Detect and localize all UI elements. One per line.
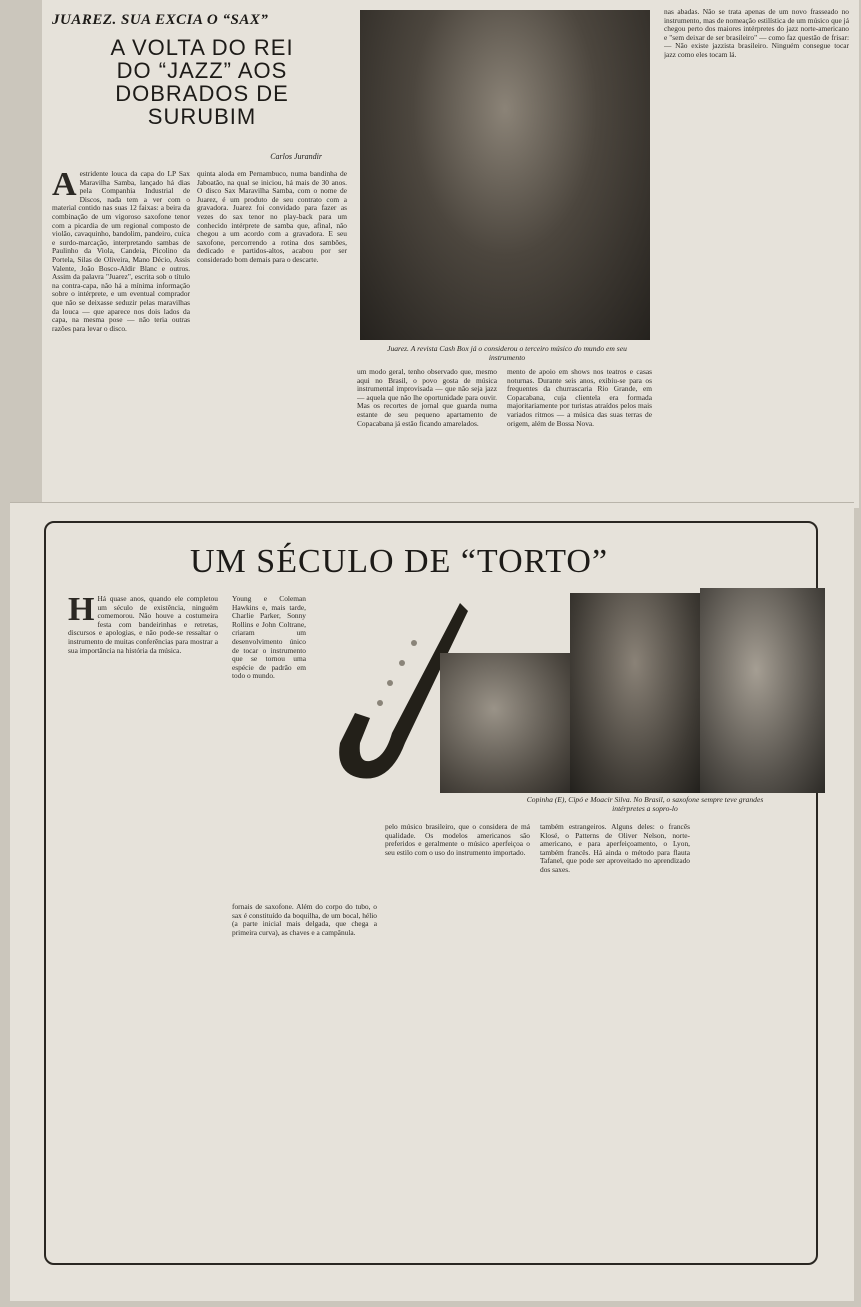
article-column-4: pelo músico brasileiro, que o considera de má qualidade. Os modelos americanos são preferidos e geralmente o músico aperfeiçoa o seu estilo com o uso do instrumento importado. bbox=[385, 823, 530, 857]
article-column-5: também estrangeiros. Alguns deles: o francês Klosé, o Patterns de Oliver Nelson, norte-americano, e para aperfeiçoamento, o Lyon, também francês. Há ainda o método para flauta Tafanel, que pode ser aproveitado no aprendizado dos saxes. bbox=[540, 823, 690, 874]
article-column-3: um modo geral, tenho observado que, mesmo aqui no Brasil, o povo gosta de música instrumental improvisada — que não seja jazz — aquela que não lhe oportunidade para ouvir. Mas os recortes de jornal que guarda numa estante de seu pequeno apartamento de Copacabana já estão ficando amarelados. bbox=[357, 368, 497, 428]
juarez-photo bbox=[360, 10, 650, 340]
article-headline: A VOLTA DO REI DO “JAZZ” AOS DOBRADOS DE SURUBIM bbox=[110, 35, 294, 129]
article-title: UM SÉCULO DE “TORTO” bbox=[190, 543, 609, 580]
drop-cap: A bbox=[52, 170, 77, 203]
article-column-2: Young e Coleman Hawkins e, mais tarde, Charlie Parker, Sonny Rollins e John Coltrane, criaram um desenvolvimento único de tocar o instrumento que se tornou uma espécie de padrão em todo o mundo. bbox=[232, 595, 306, 681]
article-column-1: H Há quase anos, quando ele completou um século de existência, ninguém comemorou. Não houve a costumeira festa com bandeirinhas e retretas, discursos e apologias, e não pode-se ressaltar o instrumento de muitas conferências para mostrar a sua importância na história da música. bbox=[68, 595, 218, 655]
photo-caption: Copinha (E), Cipó e Moacir Silva. No Brasil, o saxofone sempre teve grandes intérpretes a sopro-lo bbox=[526, 795, 764, 813]
cipo-photo bbox=[570, 593, 700, 793]
byline: Carlos Jurandir bbox=[270, 152, 322, 161]
bottom-article bbox=[10, 502, 854, 1301]
drop-cap: H bbox=[68, 595, 95, 628]
copinha-photo bbox=[440, 653, 575, 793]
article-column-3: fornais de saxofone. Além do corpo do tubo, o sax é constituído da boquilha, de um bocal, hélio (a parte inicial mais delgada, que chega a primeira curva), as chaves e a campânula. bbox=[232, 903, 377, 937]
top-article bbox=[42, 0, 859, 508]
article-column-1: Aestridente louca da capa do LP Sax Maravilha Samba, lançado há dias pela Companhia Industrial de Discos, nada tem a ver com o material contido nas suas 12 faixas: a beira da combinação de um vigoroso saxofone tenor com a picardia de um regional composto de violão, cavaquinho, bandolim, pandeiro, cuíca e surdo-marcação, interpretando sambas de Paulinho da Viola, Candeia, Picolino da Portela, Silas de Oliveira, Mano Décio, Assis Valente, João Bosco-Aldir Blanc e outros. Assim da palavra "Juarez", escrita sob o título na contra-capa, não há a mínima informação sobre o intérprete, e um eventual comprador que não se deixasse seduzir pelas maravilhas da louca — que aparece nos dois lados da capa, na mesma pose — não teria outras razões para levar o disco. bbox=[52, 170, 190, 333]
moacir-silva-photo bbox=[700, 588, 825, 793]
photo-caption: Juarez. A revista Cash Box já o considerou o terceiro músico do mundo em seu instrumento bbox=[387, 344, 627, 362]
article-kicker: JUAREZ. SUA EXCIA O “SAX” bbox=[52, 12, 269, 28]
article-column-2: quinta aloda em Pernambuco, numa bandinha de Jaboatão, na qual se iniciou, há mais de 30 anos. O disco Sax Maravilha Samba, com o nome de Juarez, é um produto de seu contrato com a gravadora. Juarez foi convidado para fazer as vezes do sax tenor no play-back para um conhecido intérprete de samba que, afinal, não chegou a um acordo com a gravadora. E seu saxofone, percorrendo a rotina dos sambões, dedicado e partidos-altos, acabou por ser considerado bom demais para o descarte. bbox=[197, 170, 347, 264]
article-column-5: nas abadas. Não se trata apenas de um novo frasseado no instrumento, mas de nomeação estilística de um músico que já chegou perto dos maiores intérpretes do jazz norte-americano e "sem deixar de ser brasileiro" — como faz questão de frisar: — Não existe jazzista brasileiro. Ninguém consegue tocar jazz como eles tocam lá. bbox=[664, 8, 849, 59]
article-column-4: mento de apoio em shows nos teatros e casas noturnas. Durante seis anos, exibiu-se para os frequentes da churrascaria Rio Grande, em Copacabana, cuja clientela era formada majoritariamente por turistas atraídos pelos mais variados ritmos — a música das suas terras de origem, além de Bossa Nova. bbox=[507, 368, 652, 428]
